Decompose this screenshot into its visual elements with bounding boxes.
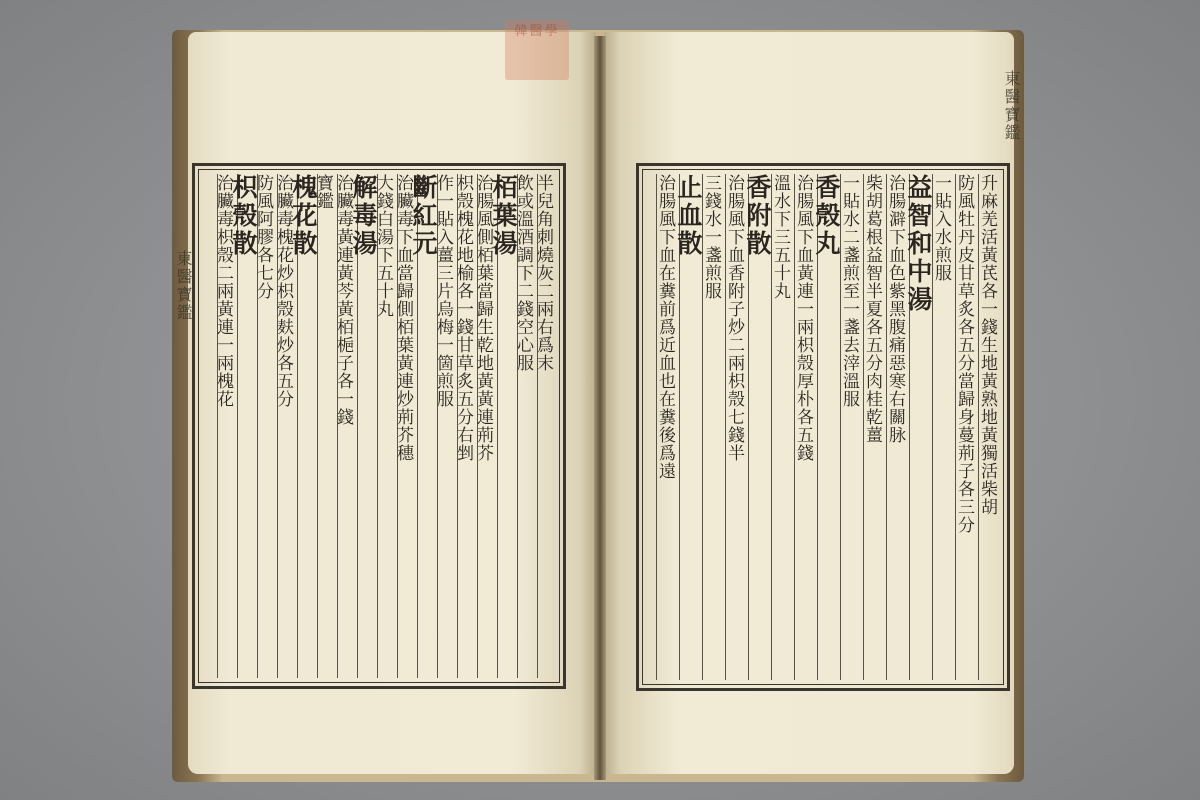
right-edge-label: 東醫寶鑑 (1002, 70, 1021, 142)
text-column: 治臟毒下血當歸側栢葉黃連炒荊芥穗 (397, 174, 417, 678)
library-seal-text: 韓醫學 (514, 24, 560, 39)
prescription-title: 止血散 (679, 174, 702, 680)
book-gutter (594, 36, 606, 780)
text-column: 治臟毒枳殼二兩黃連一兩槐花 (217, 174, 237, 678)
prescription-title: 栢葉湯 (497, 174, 517, 678)
prescription-title: 益智和中湯 (909, 174, 932, 680)
prescription-title: 枳殼散 (237, 174, 257, 678)
text-column: 一貼水二盞煎至一盞去滓溫服 (840, 174, 863, 680)
text-column: 防風牡丹皮甘草炙各五分當歸身蔓荊子各三分 (955, 174, 978, 680)
text-column: 柴胡葛根益智半夏各五分肉桂乾薑 (863, 174, 886, 680)
text-column: 半兒角刺燒灰二兩右爲末 (537, 174, 557, 678)
text-column: 治腸風側栢葉當歸生乾地黃黃連荊芥 (477, 174, 497, 678)
right-text-frame (636, 163, 1010, 691)
text-column: 治腸風下血在糞前爲近血也在糞後爲遠 (656, 174, 679, 680)
prescription-title: 香殼丸 (817, 174, 840, 680)
text-column: 治臟毒槐花炒枳殼麸炒各五分 (277, 174, 297, 678)
text-column: 飲或溫酒調下二錢空心服 (517, 174, 537, 678)
prescription-title: 香附散 (748, 174, 771, 680)
text-column: 治腸風下血香附子炒二兩枳殼七錢半 (725, 174, 748, 680)
left-text-frame (192, 163, 566, 689)
text-column: 枳殼槐花地榆各一錢甘草炙五分右剉 (457, 174, 477, 678)
text-column: 治腸澼下血色紫黑腹痛惡寒右關脉 (886, 174, 909, 680)
text-column: 大錢白湯下五十丸 (377, 174, 397, 678)
prescription-title: 斷紅元 (417, 174, 437, 678)
text-column: 治臟毒黃連黃芩黃栢梔子各一錢 (337, 174, 357, 678)
text-column: 一貼入水煎服 (932, 174, 955, 680)
text-column: 升麻羌活黃芪各一錢生地黃熟地黃獨活柴胡 (978, 174, 1001, 680)
text-column: 寶鑑 (317, 174, 337, 678)
text-column: 三錢水一盞煎服 (702, 174, 725, 680)
prescription-title: 槐花散 (297, 174, 317, 678)
text-column: 作一貼入薑三片烏梅一箇煎服 (437, 174, 457, 678)
text-column: 治腸風下血黃連一兩枳殼厚朴各五錢 (794, 174, 817, 680)
text-column: 溫水下三五十丸 (771, 174, 794, 680)
left-edge-label: 東醫寶鑑 (174, 250, 193, 322)
prescription-title: 解毒湯 (357, 174, 377, 678)
text-column: 防風阿膠各七分 (257, 174, 277, 678)
